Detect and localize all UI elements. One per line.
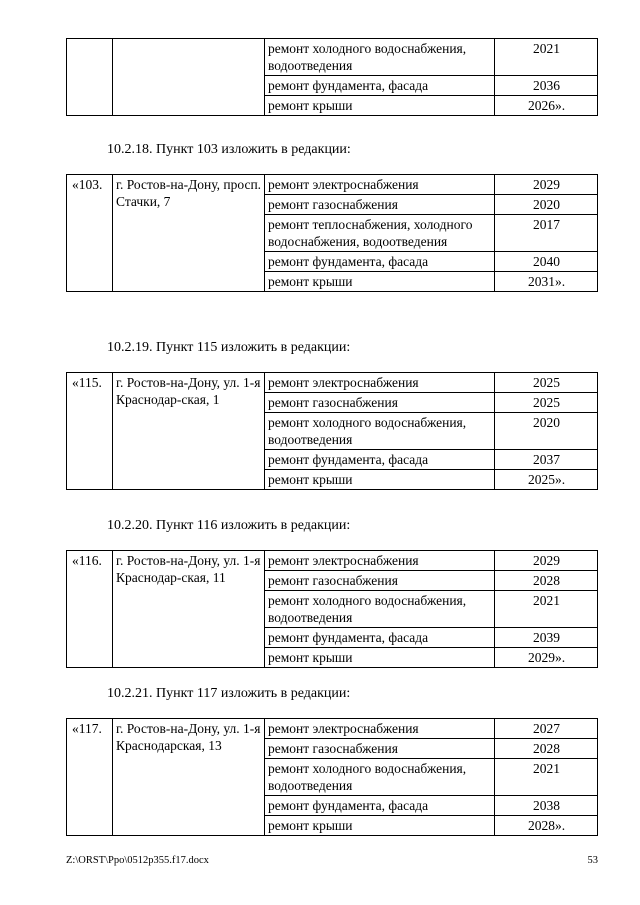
table-row	[67, 175, 598, 195]
work-cell: ремонт электроснабжения	[265, 175, 495, 195]
work-cell: ремонт фундамента, фасада	[265, 796, 495, 816]
address-cell: г. Ростов-на-Дону, ул. 1-я Краснодар-ская, 11	[113, 551, 265, 668]
work-cell: ремонт холодного водоснабжения, водоотведения	[265, 759, 495, 796]
year-cell: 2020	[495, 413, 598, 450]
address-cell: г. Ростов-на-Дону, ул. 1-я Краснодарская, 13	[113, 719, 265, 836]
work-cell: ремонт фундамента, фасада	[265, 450, 495, 470]
year-cell: 2028	[495, 571, 598, 591]
year-cell: 2029».	[495, 648, 598, 668]
year-cell: 2038	[495, 796, 598, 816]
work-cell: ремонт крыши	[265, 816, 495, 836]
year-cell: 2025».	[495, 470, 598, 490]
work-cell: ремонт фундамента, фасада	[265, 628, 495, 648]
year-cell: 2036	[495, 76, 598, 96]
year-cell: 2021	[495, 759, 598, 796]
work-cell: ремонт электроснабжения	[265, 551, 495, 571]
work-cell: ремонт газоснабжения	[265, 571, 495, 591]
work-cell: ремонт теплоснабжения, холодного водоснабжения, водоотведения	[265, 215, 495, 252]
item-table	[66, 718, 598, 836]
work-cell: ремонт холодного водоснабжения, водоотведения	[265, 591, 495, 628]
year-cell: 2029	[495, 175, 598, 195]
section-heading: 10.2.18. Пункт 103 изложить в редакции:	[107, 142, 351, 157]
year-cell: 2031».	[495, 272, 598, 292]
continuation-table	[66, 38, 598, 116]
address-cell: г. Ростов-на-Дону, просп. Стачки, 7	[113, 175, 265, 292]
year-cell: 2028	[495, 739, 598, 759]
work-cell: ремонт крыши	[265, 648, 495, 668]
number-cell: «103.	[67, 175, 113, 292]
work-cell: ремонт электроснабжения	[265, 373, 495, 393]
number-cell: «117.	[67, 719, 113, 836]
number-cell: «116.	[67, 551, 113, 668]
work-cell: ремонт крыши	[265, 272, 495, 292]
work-cell: ремонт газоснабжения	[265, 739, 495, 759]
year-cell: 2027	[495, 719, 598, 739]
year-cell: 2020	[495, 195, 598, 215]
work-cell: ремонт холодного водоснабжения, водоотведения	[265, 39, 495, 76]
year-cell: 2025	[495, 393, 598, 413]
work-cell: ремонт фундамента, фасада	[265, 76, 495, 96]
section-heading: 10.2.21. Пункт 117 изложить в редакции:	[107, 686, 351, 701]
year-cell: 2026».	[495, 96, 598, 116]
year-cell: 2021	[495, 591, 598, 628]
file-path: Z:\ORST\Ppo\0512p355.f17.docx	[66, 855, 209, 866]
work-cell: ремонт фундамента, фасада	[265, 252, 495, 272]
work-cell: ремонт крыши	[265, 96, 495, 116]
item-table	[66, 372, 598, 490]
year-cell: 2037	[495, 450, 598, 470]
work-cell: ремонт электроснабжения	[265, 719, 495, 739]
number-cell: «115.	[67, 373, 113, 490]
table-row	[67, 39, 598, 76]
item-table	[66, 550, 598, 668]
year-cell: 2039	[495, 628, 598, 648]
year-cell: 2029	[495, 551, 598, 571]
number-cell	[67, 39, 113, 116]
work-cell: ремонт газоснабжения	[265, 393, 495, 413]
table-row	[67, 551, 598, 571]
item-table	[66, 174, 598, 292]
address-cell: г. Ростов-на-Дону, ул. 1-я Краснодар-ская, 1	[113, 373, 265, 490]
address-cell	[113, 39, 265, 116]
table-row	[67, 373, 598, 393]
work-cell: ремонт газоснабжения	[265, 195, 495, 215]
year-cell: 2028».	[495, 816, 598, 836]
year-cell: 2040	[495, 252, 598, 272]
table-row	[67, 719, 598, 739]
year-cell: 2021	[495, 39, 598, 76]
year-cell: 2017	[495, 215, 598, 252]
year-cell: 2025	[495, 373, 598, 393]
page-number: 53	[587, 855, 598, 866]
section-heading: 10.2.20. Пункт 116 изложить в редакции:	[107, 518, 351, 533]
work-cell: ремонт холодного водоснабжения, водоотведения	[265, 413, 495, 450]
section-heading: 10.2.19. Пункт 115 изложить в редакции:	[107, 340, 351, 355]
work-cell: ремонт крыши	[265, 470, 495, 490]
